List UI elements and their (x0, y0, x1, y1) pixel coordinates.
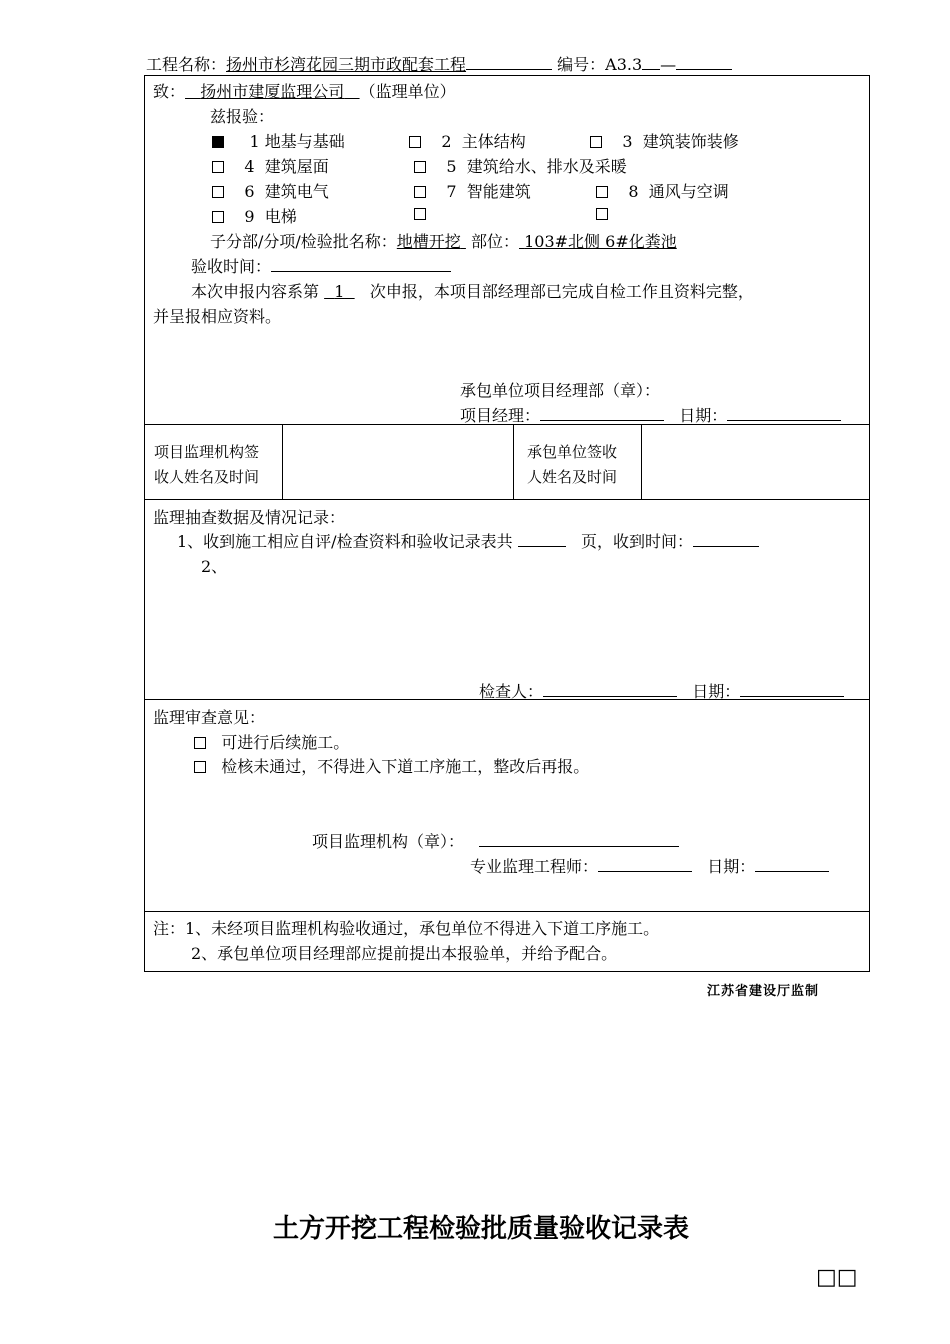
receipt-col-divider-2 (513, 424, 514, 499)
number-value: A3.3 (605, 55, 643, 74)
contractor-date-label: 日期： (679, 406, 728, 425)
spot-check-item1: 1、收到施工相应自评/检查资料和验收记录表共 页，收到时间： (177, 529, 759, 552)
engineer-label: 专业监理工程师： (470, 857, 599, 876)
submit-label: 兹报验： (210, 107, 275, 126)
manager-label: 项目经理： (460, 406, 541, 425)
review-engineer-line (470, 854, 829, 877)
to-suffix: （监理单位） (359, 82, 456, 101)
declaration-line1: 本次申报内容系第 1 次申报，本项目部经理部已完成自检工作且资料完整， (191, 282, 754, 301)
project-name-blank (466, 54, 552, 70)
checkbox-icon[interactable] (414, 208, 426, 220)
received-time-field[interactable] (693, 531, 759, 547)
receipt-col-divider-1 (282, 424, 283, 499)
checkbox-icon[interactable] (194, 737, 206, 749)
inspector-date-field[interactable] (740, 681, 844, 697)
checkbox-icon[interactable] (596, 186, 608, 198)
checkbox-icon[interactable] (194, 761, 206, 773)
review-date-label: 日期： (707, 857, 756, 876)
inspection-time-field[interactable] (271, 256, 451, 272)
review-org-field[interactable] (479, 831, 679, 847)
checkbox-icon[interactable] (409, 136, 421, 148)
manager-field[interactable] (540, 405, 664, 421)
review-option-reject[interactable]: 检核未通过，不得进入下道工序施工，整改后再报。 (194, 754, 589, 777)
batch-location-label: 部位： (471, 232, 520, 251)
contractor-receipt-label: 承包单位签收 人姓名及时间 (527, 443, 618, 486)
declaration-line2: 并呈报相应资料。 (153, 307, 282, 326)
checkbox-icon[interactable] (590, 136, 602, 148)
batch-name-value: 地槽开挖 (396, 232, 461, 251)
review-option-proceed[interactable]: 可进行后续施工。 (194, 730, 349, 753)
number-blank-2 (676, 54, 732, 70)
spot-check-title: 监理抽查数据及情况记录： (153, 508, 346, 527)
divider-notes-top (144, 911, 870, 912)
number-blank-1 (642, 54, 660, 70)
contractor-date-field[interactable] (727, 405, 841, 421)
header-line (146, 52, 732, 75)
contractor-dept-label: 承包单位项目经理部（章）： (460, 381, 661, 400)
category-item[interactable]: 5 建筑给水、排水及采暖 (414, 154, 627, 177)
pages-field[interactable] (518, 531, 566, 547)
to-label: 致： (153, 82, 186, 101)
category-item-empty[interactable] (596, 204, 608, 223)
note-line1: 注：1、未经项目监理机构验收通过，承包单位不得进入下道工序施工。 (153, 919, 660, 938)
inspector-label: 检查人： (479, 682, 544, 701)
inspector-field[interactable] (543, 681, 677, 697)
corner-mark: □□ (816, 1265, 858, 1290)
checkbox-icon[interactable] (212, 161, 224, 173)
category-item[interactable]: 9 电梯 (212, 204, 297, 227)
checkbox-icon[interactable] (414, 161, 426, 173)
checkbox-checked-icon[interactable] (212, 136, 224, 148)
checkbox-icon[interactable] (414, 186, 426, 198)
review-org-line (312, 829, 679, 852)
review-title: 监理审查意见： (153, 708, 266, 727)
review-org-label: 项目监理机构（章）： (312, 832, 465, 851)
issuer-label: 江苏省建设厅监制 (707, 984, 820, 999)
declaration-count: 1 (334, 282, 345, 301)
to-org: 扬州市建厦监理公司 (200, 82, 345, 101)
inspection-time-line (191, 254, 451, 277)
batch-location-value: 103#北侧 6#化粪池 (524, 232, 677, 251)
project-label: 工程名称： (146, 55, 227, 74)
category-item[interactable]: 4 建筑屋面 (212, 154, 329, 177)
review-date-field[interactable] (755, 856, 829, 872)
number-sep: — (660, 55, 677, 74)
receipt-col-divider-3 (641, 424, 642, 499)
category-item[interactable]: 2 主体结构 (409, 129, 526, 152)
contractor-sign-line (460, 403, 841, 426)
category-item[interactable]: 1 地基与基础 (212, 129, 345, 152)
category-item[interactable]: 3 建筑装饰装修 (590, 129, 739, 152)
spot-check-item2: 2、 (201, 557, 228, 576)
batch-line (210, 229, 677, 252)
note-line2: 2、承包单位项目经理部应提前提出本报验单，并给予配合。 (191, 944, 618, 963)
category-item[interactable]: 8 通风与空调 (596, 179, 729, 202)
engineer-field[interactable] (598, 856, 692, 872)
divider-receipt-bottom (144, 499, 870, 500)
category-item[interactable]: 6 建筑电气 (212, 179, 329, 202)
project-name: 扬州市杉湾花园三期市政配套工程 (226, 55, 467, 74)
batch-name-label: 子分部/分项/检验批名称： (210, 232, 397, 251)
supervisor-receipt-label: 项目监理机构签 收人姓名及时间 (154, 443, 260, 486)
category-item-empty[interactable] (414, 204, 426, 223)
category-item[interactable]: 7 智能建筑 (414, 179, 531, 202)
checkbox-icon[interactable] (212, 186, 224, 198)
checkbox-icon[interactable] (212, 211, 224, 223)
addressee-line (153, 79, 456, 102)
inspection-time-label: 验收时间： (191, 257, 272, 276)
number-label: 编号： (557, 55, 606, 74)
inspector-line (479, 679, 844, 702)
checkbox-icon[interactable] (596, 208, 608, 220)
inspector-date-label: 日期： (692, 682, 741, 701)
next-page-title: 土方开挖工程检验批质量验收记录表 (273, 1214, 690, 1244)
